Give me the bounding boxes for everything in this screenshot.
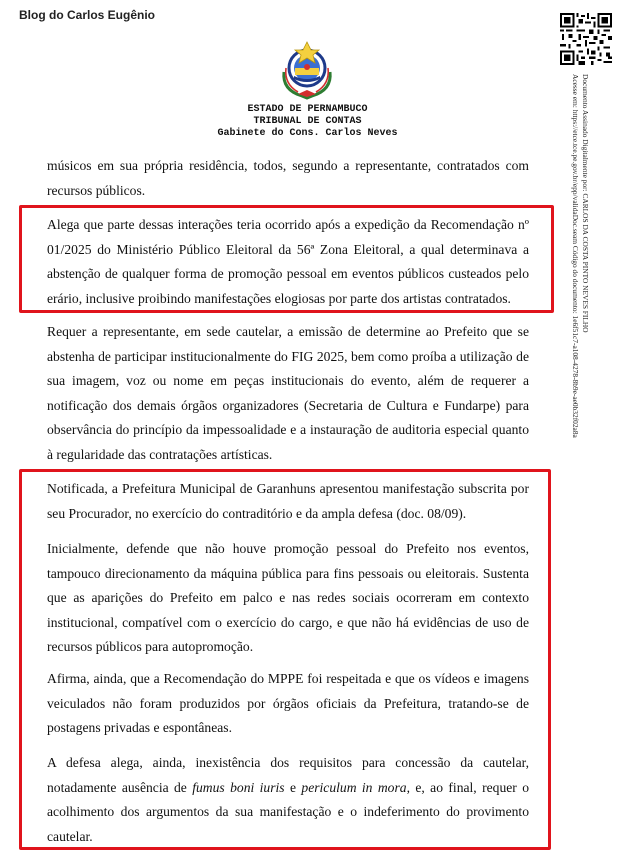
document-header [170,104,445,140]
qr-code-icon [560,13,612,65]
paragraph-4: Notificada, a Prefeitura Municipal de Garanhuns apresentou manifestação subscrita por seu Procurador, no exercício do contraditório e da ampla defesa (doc. 08/09). [47,481,529,521]
paragraph-7-text-a: A defesa alega, ainda, inexistência dos requisitos para concessão da cautelar, notadamente ausência de [47,755,529,795]
signature-line-1: Documento Assinado Digitalmente por: CARLOS DA COSTA PINTO NEVES FILHO [581,74,590,333]
header-court: TRIBUNAL DE CONTAS [253,116,362,127]
paragraph-1: músicos em sua própria residência, todos, segundo a representante, contratados com recursos públicos. [47,158,529,198]
header-office: Gabinete do Cons. Carlos Neves [217,128,398,139]
term-periculum-in-mora: periculum in mora [301,779,407,795]
paragraph-2: Alega que parte dessas interações teria ocorrido após a expedição da Recomendação nº 01/2025 do Ministério Público Eleitoral da 56ª Zona Eleitoral, a qual determinava a abstenção de qualquer forma de promoção pessoal em eventos públicos custeados pelo erário, inclusive proibindo manifestações elogiosas por parte dos artistas contratados. [47,217,529,306]
paragraph-7-text-b: e [284,779,302,795]
blog-title: Blog do Carlos Eugênio [19,8,156,22]
paragraph-7 [47,751,529,849]
signature-line-2: Acesse em: https://etce.tce.pe.gov.br/epp/validaDoc.seam Código do documento: 1e6f51c7-a108-4278-8b9e-ae0b32f02a8a [571,74,580,438]
paragraph-7-text-c: , e, ao final, requer o acolhimento dos argumentos da sua manifestação e o indeferimento do provimento cautelar. [47,779,529,844]
pernambuco-coat-of-arms-icon [278,38,336,100]
digital-signature-note [570,74,590,438]
paragraph-3: Requer a representante, em sede cautelar, a emissão de determine ao Prefeito que se abstenha de participar institucionalmente do FIG 2025, bem como proíba a utilização de sua imagem, voz ou nome em peças institucionais do evento, além de requerer a notificação dos demais órgãos organizadores (Secretaria de Cultura e Fundarpe) para observância do princípio da impessoalidade e a instauração de auditoria especial quanto à regularidade das contratações artísticas. [47,324,529,462]
paragraph-6: Afirma, ainda, que a Recomendação do MPPE foi respeitada e que os vídeos e imagens veiculados não foram produzidos por órgãos oficiais da Prefeitura, tratando-se de postagens privadas e espontâneas. [47,671,529,735]
term-fumus-boni-iuris: fumus boni iuris [192,779,285,795]
header-state: ESTADO DE PERNAMBUCO [247,104,368,115]
paragraph-5: Inicialmente, defende que não houve promoção pessoal do Prefeito nos eventos, tampouco direcionamento da máquina pública para fins pessoais ou eleitorais. Sustenta que as aparições do Prefeito em palco e nas redes sociais ocorreram em contexto institucional, compatível com o exercício do cargo, e que não há evidências de uso de recursos públicos para autopromoção. [47,541,529,654]
